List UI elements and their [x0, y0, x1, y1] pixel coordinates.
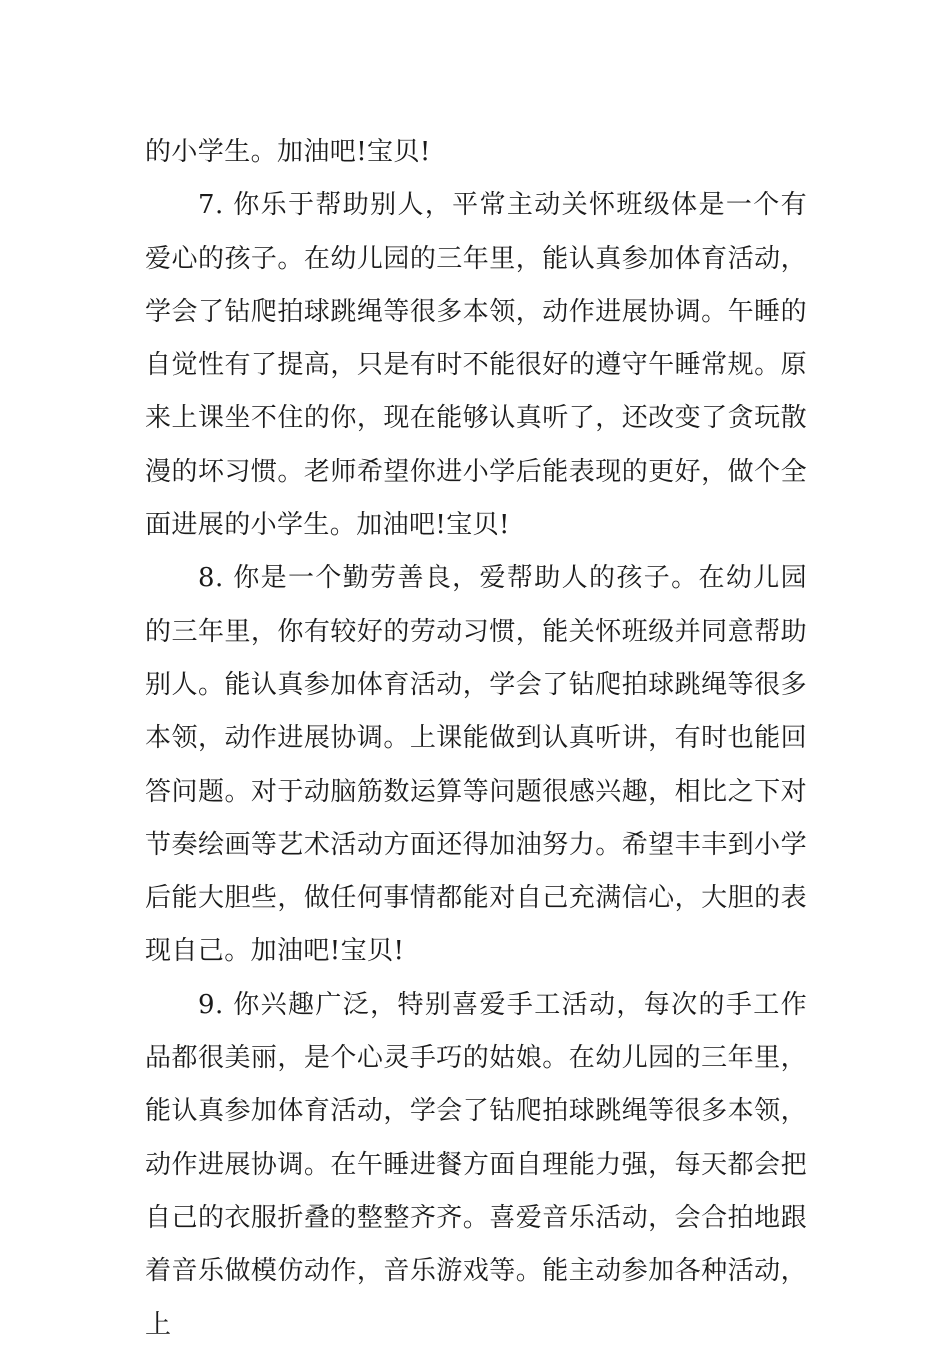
- paragraph-item-8: 8. 你是一个勤劳善良，爱帮助人的孩子。在幼儿园的三年里，你有较好的劳动习惯，能关怀班级并同意帮助别人。能认真参加体育活动，学会了钻爬拍球跳绳等很多本领，动作进展协调。上课能做到认真听讲，有时也能回答问题。对于动脑筋数运算等问题很感兴趣，相比之下对节奏绘画等艺术活动方面还得加油努力。希望丰丰到小学后能大胆些，做任何事情都能对自己充满信心，大胆的表现自己。加油吧!宝贝!: [145, 563, 807, 967]
- paragraph-item-9: 9. 你兴趣广泛，特别喜爱手工活动，每次的手工作品都很美丽，是个心灵手巧的姑娘。在幼儿园的三年里，能认真参加体育活动，学会了钻爬拍球跳绳等很多本领，动作进展协调。在午睡进餐方面自理能力强，每天都会把自己的衣服折叠的整整齐齐。喜爱音乐活动，会合拍地跟着音乐做模仿动作，音乐游戏等。能主动参加各种活动，上: [145, 989, 807, 1340]
- paragraph-continuation: 的小学生。加油吧!宝贝!: [145, 137, 431, 167]
- document-body: [145, 126, 807, 1352]
- paragraph-item-7: 7. 你乐于帮助别人，平常主动关怀班级体是一个有爱心的孩子。在幼儿园的三年里，能认真参加体育活动，学会了钻爬拍球跳绳等很多本领，动作进展协调。午睡的自觉性有了提高，只是有时不能很好的遵守午睡常规。原来上课坐不住的你，现在能够认真听了，还改变了贪玩散漫的坏习惯。老师希望你进小学后能表现的更好，做个全面进展的小学生。加油吧!宝贝!: [145, 190, 807, 541]
